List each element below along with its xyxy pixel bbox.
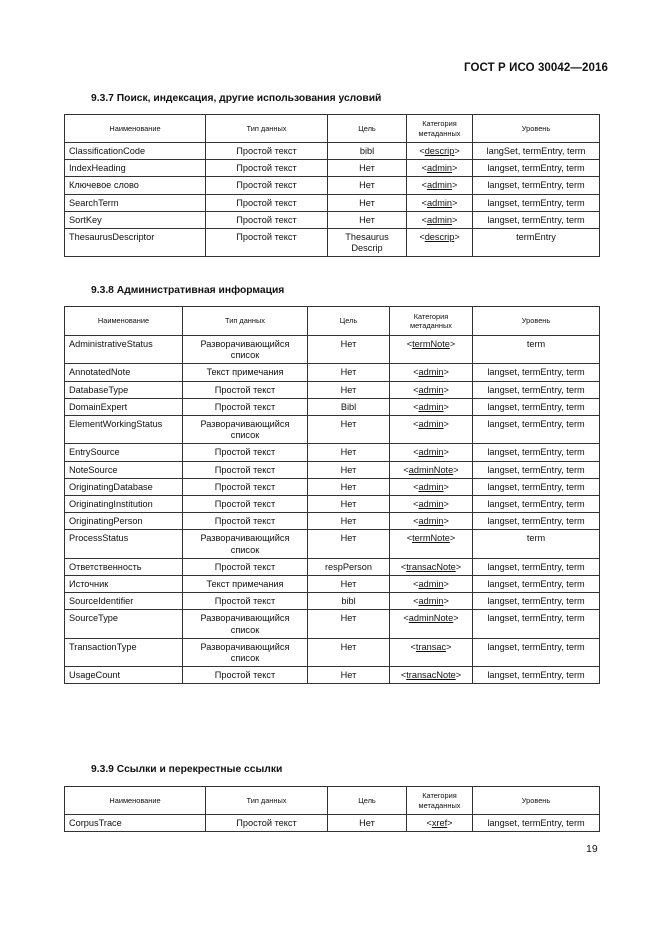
- cell-purpose: Нет: [308, 416, 390, 444]
- cell-data-type: Простой текст: [183, 478, 308, 495]
- cell-metadata-category: <admin>: [390, 478, 473, 495]
- cell-data-type: Простой текст: [183, 593, 308, 610]
- cell-level: langset, termEntry, term: [473, 593, 600, 610]
- cell-purpose: Нет: [308, 576, 390, 593]
- table-row: [65, 461, 600, 478]
- category-tag: admin: [426, 163, 453, 174]
- cell-data-type: Простой текст: [206, 815, 328, 832]
- category-tag: admin: [418, 384, 444, 395]
- cell-name: AnnotatedNote: [65, 364, 183, 381]
- cell-data-type: Простой текст: [183, 381, 308, 398]
- cell-name: SourceType: [65, 610, 183, 638]
- cell-level: langset, termEntry, term: [473, 364, 600, 381]
- cell-level: langSet, termEntry, term: [473, 143, 600, 160]
- table-row: [65, 211, 600, 228]
- cell-level: langset, termEntry, term: [473, 177, 600, 194]
- category-tag: termNote: [412, 533, 450, 544]
- cell-name: SourceIdentifier: [65, 593, 183, 610]
- table-row: [65, 478, 600, 495]
- table-row: [65, 398, 600, 415]
- cell-name: TransactionType: [65, 638, 183, 666]
- table-row: [65, 444, 600, 461]
- cell-level: langset, termEntry, term: [473, 194, 600, 211]
- table-administrative-info: [64, 306, 600, 684]
- cell-name: Ответственность: [65, 558, 183, 575]
- cell-metadata-category: <descrip>: [407, 143, 473, 160]
- cell-data-type: Простой текст: [183, 398, 308, 415]
- cell-data-type: Разворачивающийся список: [183, 530, 308, 558]
- cell-purpose: Нет: [308, 478, 390, 495]
- cell-purpose: Нет: [308, 638, 390, 666]
- section-title-admin-info: 9.3.8 Административная информация: [91, 285, 285, 296]
- cell-data-type: Разворачивающийся список: [183, 610, 308, 638]
- cell-metadata-category: <admin>: [390, 364, 473, 381]
- table-row: [65, 416, 600, 444]
- cell-purpose: respPerson: [308, 558, 390, 575]
- table-header-row: [65, 307, 600, 336]
- category-tag: adminNote: [408, 464, 454, 475]
- table-row: [65, 194, 600, 211]
- category-tag: admin: [418, 481, 444, 492]
- table-row: [65, 530, 600, 558]
- table-row: [65, 815, 600, 832]
- cell-name: CorpusTrace: [65, 815, 206, 832]
- cell-metadata-category: <adminNote>: [390, 610, 473, 638]
- cell-metadata-category: <admin>: [407, 194, 473, 211]
- cell-level: termEntry: [473, 229, 600, 257]
- cell-metadata-category: <admin>: [390, 398, 473, 415]
- cell-data-type: Простой текст: [183, 496, 308, 513]
- cell-data-type: Простой текст: [206, 160, 328, 177]
- cell-level: langset, termEntry, term: [473, 211, 600, 228]
- cell-data-type: Текст примечания: [183, 364, 308, 381]
- category-tag: admin: [418, 499, 444, 510]
- document-standard-header: ГОСТ Р ИСО 30042—2016: [464, 62, 609, 74]
- cell-data-type: Простой текст: [206, 177, 328, 194]
- cell-level: term: [473, 530, 600, 558]
- table-references: [64, 786, 600, 832]
- cell-purpose: Нет: [308, 336, 390, 364]
- cell-purpose: Нет: [308, 496, 390, 513]
- cell-name: OriginatingInstitution: [65, 496, 183, 513]
- cell-purpose: Нет: [308, 610, 390, 638]
- category-tag: admin: [418, 579, 444, 590]
- cell-purpose: Нет: [328, 160, 407, 177]
- cell-level: langset, termEntry, term: [473, 461, 600, 478]
- header-column-category: Категория метаданных: [407, 115, 473, 143]
- category-tag: xref: [431, 818, 448, 828]
- cell-metadata-category: <admin>: [390, 416, 473, 444]
- cell-purpose: Нет: [328, 815, 407, 832]
- cell-metadata-category: <termNote>: [390, 530, 473, 558]
- table-row: [65, 638, 600, 666]
- cell-data-type: Простой текст: [183, 667, 308, 684]
- table-search-indexing: [64, 114, 600, 257]
- category-tag: admin: [426, 214, 453, 225]
- table-row: [65, 558, 600, 575]
- category-tag: descrip: [424, 232, 455, 243]
- cell-level: langset, termEntry, term: [473, 610, 600, 638]
- header-column-category: Категория метаданных: [390, 307, 473, 336]
- cell-data-type: Разворачивающийся список: [183, 638, 308, 666]
- cell-data-type: Разворачивающийся список: [183, 416, 308, 444]
- table-row: [65, 177, 600, 194]
- table-row: [65, 576, 600, 593]
- category-tag: admin: [426, 197, 453, 208]
- cell-metadata-category: <admin>: [407, 160, 473, 177]
- cell-metadata-category: <admin>: [407, 177, 473, 194]
- cell-name: SortKey: [65, 211, 206, 228]
- cell-name: DatabaseType: [65, 381, 183, 398]
- cell-level: langset, termEntry, term: [473, 667, 600, 684]
- cell-name: OriginatingPerson: [65, 513, 183, 530]
- category-tag: adminNote: [408, 613, 454, 624]
- header-column-category: Категория метаданных: [407, 787, 473, 815]
- category-tag: admin: [418, 447, 444, 458]
- category-tag: termNote: [412, 339, 450, 349]
- table-header-row: [65, 787, 600, 815]
- table-header-row: [65, 115, 600, 143]
- category-tag: transac: [415, 641, 447, 652]
- category-tag: admin: [418, 596, 444, 607]
- cell-name: ThesaurusDescriptor: [65, 229, 206, 257]
- cell-data-type: Простой текст: [183, 513, 308, 530]
- cell-purpose: Нет: [328, 177, 407, 194]
- cell-data-type: Простой текст: [183, 444, 308, 461]
- category-tag: transacNote: [406, 561, 456, 572]
- header-column-level: Уровень: [473, 115, 600, 143]
- cell-name: IndexHeading: [65, 160, 206, 177]
- cell-level: langset, termEntry, term: [473, 558, 600, 575]
- header-column-type: Тип данных: [206, 787, 328, 815]
- table-row: [65, 143, 600, 160]
- cell-level: langset, termEntry, term: [473, 398, 600, 415]
- cell-metadata-category: <xref>: [407, 815, 473, 832]
- cell-data-type: Простой текст: [183, 461, 308, 478]
- cell-data-type: Разворачивающийся список: [183, 336, 308, 364]
- cell-purpose: Нет: [308, 530, 390, 558]
- table-row: [65, 513, 600, 530]
- cell-purpose: Нет: [308, 461, 390, 478]
- cell-level: langset, termEntry, term: [473, 513, 600, 530]
- cell-data-type: Простой текст: [183, 558, 308, 575]
- cell-data-type: Текст примечания: [183, 576, 308, 593]
- cell-name: Ключевое слово: [65, 177, 206, 194]
- cell-level: term: [473, 336, 600, 364]
- cell-name: Источник: [65, 576, 183, 593]
- header-column-level: Уровень: [473, 787, 600, 815]
- category-tag: admin: [418, 419, 444, 430]
- table-row: [65, 160, 600, 177]
- cell-metadata-category: <transac>: [390, 638, 473, 666]
- header-column-type: Тип данных: [206, 115, 328, 143]
- cell-purpose: Нет: [308, 381, 390, 398]
- cell-level: langset, termEntry, term: [473, 416, 600, 444]
- header-column-level: Уровень: [473, 307, 600, 336]
- cell-level: langset, termEntry, term: [473, 638, 600, 666]
- cell-metadata-category: <termNote>: [390, 336, 473, 364]
- category-tag: admin: [418, 516, 444, 527]
- header-column-name: Наименование: [65, 115, 206, 143]
- cell-purpose: Нет: [308, 364, 390, 381]
- cell-purpose: Нет: [308, 513, 390, 530]
- cell-metadata-category: <admin>: [390, 593, 473, 610]
- table-row: [65, 593, 600, 610]
- cell-metadata-category: <admin>: [390, 381, 473, 398]
- section-title-references: 9.3.9 Ссылки и перекрестные ссылки: [91, 764, 283, 775]
- cell-metadata-category: <adminNote>: [390, 461, 473, 478]
- section-title-search: 9.3.7 Поиск, индексация, другие использования условий: [91, 93, 382, 104]
- cell-metadata-category: <admin>: [390, 444, 473, 461]
- category-tag: admin: [418, 367, 444, 378]
- category-tag: transacNote: [406, 670, 456, 681]
- cell-level: langset, termEntry, term: [473, 381, 600, 398]
- cell-data-type: Простой текст: [206, 194, 328, 211]
- cell-name: NoteSource: [65, 461, 183, 478]
- cell-level: langset, termEntry, term: [473, 160, 600, 177]
- cell-purpose: bibl: [328, 143, 407, 160]
- header-column-purpose: Цель: [328, 115, 407, 143]
- cell-metadata-category: <descrip>: [407, 229, 473, 257]
- cell-purpose: Нет: [308, 444, 390, 461]
- header-column-name: Наименование: [65, 787, 206, 815]
- cell-name: ElementWorkingStatus: [65, 416, 183, 444]
- table-row: [65, 229, 600, 257]
- page-number: 19: [586, 843, 598, 855]
- header-column-purpose: Цель: [328, 787, 407, 815]
- cell-level: langset, termEntry, term: [473, 496, 600, 513]
- header-column-name: Наименование: [65, 307, 183, 336]
- cell-name: SearchTerm: [65, 194, 206, 211]
- table-row: [65, 336, 600, 364]
- cell-metadata-category: <admin>: [390, 576, 473, 593]
- cell-name: EntrySource: [65, 444, 183, 461]
- cell-name: AdministrativeStatus: [65, 336, 183, 364]
- table-row: [65, 496, 600, 513]
- cell-name: ClassificationCode: [65, 143, 206, 160]
- table-row: [65, 667, 600, 684]
- table-row: [65, 364, 600, 381]
- cell-metadata-category: <admin>: [390, 496, 473, 513]
- cell-metadata-category: <admin>: [407, 211, 473, 228]
- cell-metadata-category: <admin>: [390, 513, 473, 530]
- cell-level: langset, termEntry, term: [473, 444, 600, 461]
- cell-purpose: Bibl: [308, 398, 390, 415]
- cell-purpose: Нет: [308, 667, 390, 684]
- cell-metadata-category: <transacNote>: [390, 667, 473, 684]
- cell-name: ProcessStatus: [65, 530, 183, 558]
- cell-name: UsageCount: [65, 667, 183, 684]
- cell-level: langset, termEntry, term: [473, 478, 600, 495]
- cell-purpose: Нет: [328, 194, 407, 211]
- cell-data-type: Простой текст: [206, 229, 328, 257]
- cell-data-type: Простой текст: [206, 143, 328, 160]
- cell-metadata-category: <transacNote>: [390, 558, 473, 575]
- cell-level: langset, termEntry, term: [473, 815, 600, 832]
- category-tag: admin: [418, 401, 444, 412]
- category-tag: admin: [426, 180, 453, 191]
- cell-level: langset, termEntry, term: [473, 576, 600, 593]
- table-row: [65, 381, 600, 398]
- table-row: [65, 610, 600, 638]
- cell-purpose: bibl: [308, 593, 390, 610]
- category-tag: descrip: [424, 146, 455, 156]
- cell-name: OriginatingDatabase: [65, 478, 183, 495]
- header-column-type: Тип данных: [183, 307, 308, 336]
- header-column-purpose: Цель: [308, 307, 390, 336]
- cell-data-type: Простой текст: [206, 211, 328, 228]
- cell-purpose: Thesaurus Descrip: [328, 229, 407, 257]
- cell-purpose: Нет: [328, 211, 407, 228]
- cell-name: DomainExpert: [65, 398, 183, 415]
